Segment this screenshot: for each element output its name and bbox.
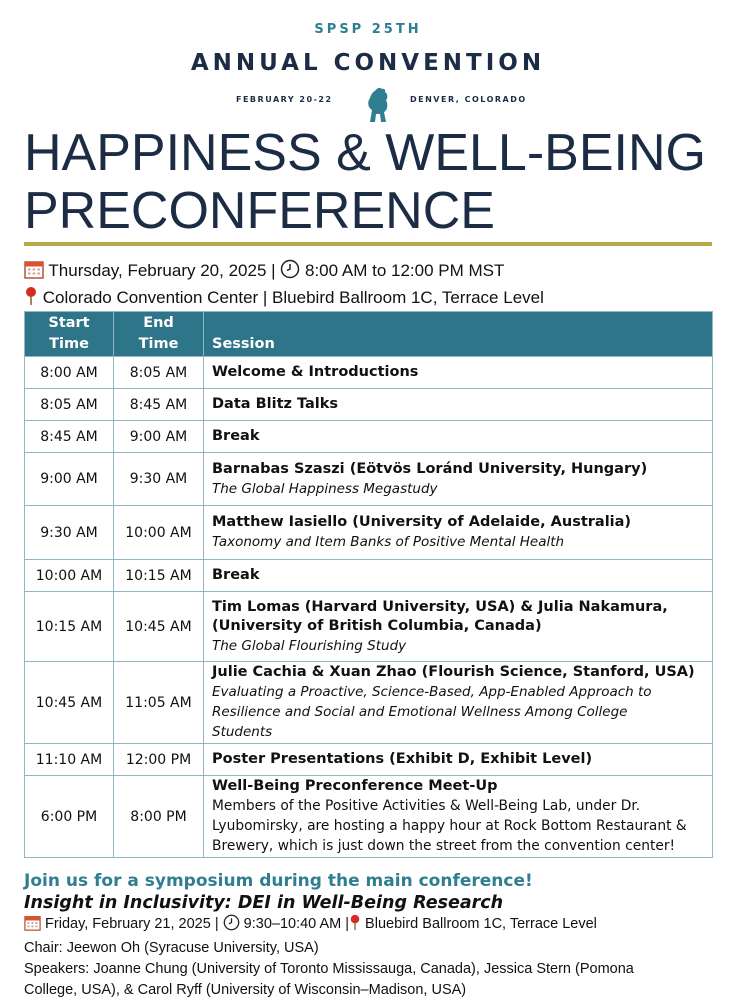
session-cell [204, 662, 713, 744]
table-row [25, 506, 713, 560]
table-row [25, 560, 713, 592]
session-subtitle-line-2: Resilience and Social and Emotional Wellness Among College [212, 704, 628, 720]
event-venue-line [24, 286, 544, 311]
session-title: Matthew Iasiello (University of Adelaide, Australia) [212, 514, 632, 530]
end-time: 8:00 PM [114, 776, 204, 858]
table-row [25, 453, 713, 506]
end-time: 10:45 AM [114, 592, 204, 662]
convention-name: ANNUAL CONVENTION [190, 50, 546, 76]
event-datetime [24, 259, 504, 284]
session-title: Break [204, 421, 713, 453]
header-start-line1: Start [48, 315, 90, 331]
header-start-time [25, 312, 114, 357]
end-time: 9:00 AM [114, 421, 204, 453]
session-title-line-2: (University of British Columbia, Canada) [212, 617, 542, 634]
symposium-speakers-line-1: Speakers: Joanne Chung (University of Toronto Mississauga, Canada), Jessica Stern (Pomona [24, 961, 634, 977]
start-time: 8:05 AM [25, 389, 114, 421]
convention-dates: FEBRUARY 20-22 [236, 95, 333, 104]
end-time: 10:15 AM [114, 560, 204, 592]
session-cell [204, 453, 713, 506]
session-cell [204, 506, 713, 560]
end-time: 10:00 AM [114, 506, 204, 560]
session-subtitle: The Global Happiness Megastudy [212, 480, 438, 497]
bear-logo-icon [364, 86, 392, 129]
calendar-icon [24, 260, 44, 284]
clock-icon [280, 259, 300, 284]
header-session-label: Session [212, 336, 275, 352]
start-time: 10:45 AM [25, 662, 114, 744]
end-time: 8:05 AM [114, 357, 204, 389]
table-header-row [25, 312, 713, 357]
header-session [204, 312, 713, 357]
symposium-speakers-line-2: College, USA), & Carol Ryff (University of Wisconsin–Madison, USA) [24, 982, 467, 998]
session-subtitle-line-3: Students [212, 724, 273, 740]
convention-location: DENVER, COLORADO [410, 95, 527, 104]
end-time: 12:00 PM [114, 744, 204, 776]
pushpin-icon [24, 286, 38, 311]
start-time: 8:00 AM [25, 357, 114, 389]
session-title: Barnabas Szaszi (Eötvös Loránd University, Hungary) [212, 460, 648, 477]
schedule-table [24, 311, 713, 858]
session-subtitle-line-1: Evaluating a Proactive, Science-Based, App-Enabled Approach to [212, 684, 652, 700]
page-title [24, 124, 706, 240]
session-desc-line-3: Brewery, which is just down the street from the convention center! [212, 838, 676, 854]
title-line-1: HAPPINESS & WELL-BEING [24, 124, 706, 182]
symposium-details [24, 914, 724, 938]
session-subtitle: The Global Flourishing Study [212, 637, 407, 654]
header-start-line2: Time [49, 336, 89, 352]
symposium-section [24, 870, 724, 1001]
end-time: 9:30 AM [114, 453, 204, 506]
title-line-2: PRECONFERENCE [24, 182, 495, 240]
session-desc-line-1: Members of the Positive Activities & Well-Being Lab, under Dr. [212, 798, 641, 814]
table-row [25, 776, 713, 858]
symposium-venue: Bluebird Ballroom 1C, Terrace Level [365, 916, 597, 932]
start-time: 10:15 AM [25, 592, 114, 662]
header-end-line1: End [143, 315, 174, 331]
start-time: 9:30 AM [25, 506, 114, 560]
org-name: SPSP 25TH [314, 22, 422, 37]
event-venue: Colorado Convention Center | Bluebird Ballroom 1C, Terrace Level [42, 288, 544, 307]
end-time: 11:05 AM [114, 662, 204, 744]
table-row [25, 592, 713, 662]
symposium-invite: Join us for a symposium during the main conference! [24, 871, 533, 891]
start-time: 10:00 AM [25, 560, 114, 592]
session-title: Welcome & Introductions [204, 357, 713, 389]
header-end-line2: Time [138, 336, 179, 352]
session-cell [204, 776, 713, 858]
header-end-time [114, 312, 204, 357]
start-time: 6:00 PM [25, 776, 114, 858]
table-row [25, 744, 713, 776]
symposium-chair: Chair: Jeewon Oh (Syracuse University, USA) [24, 940, 319, 956]
session-title: Well-Being Preconference Meet-Up [212, 778, 498, 794]
session-title: Julie Cachia & Xuan Zhao (Flourish Science, Stanford, USA) [212, 664, 695, 680]
session-title: Break [204, 560, 713, 592]
symposium-title: Insight in Inclusivity: DEI in Well-Being Research [24, 893, 504, 913]
session-subtitle: Taxonomy and Item Banks of Positive Mental Health [212, 534, 565, 550]
table-row [25, 389, 713, 421]
event-time: 8:00 AM to 12:00 PM MST [305, 261, 505, 280]
start-time: 11:10 AM [25, 744, 114, 776]
symposium-date: Friday, February 21, 2025 | [45, 916, 219, 932]
end-time: 8:45 AM [114, 389, 204, 421]
session-title: Poster Presentations (Exhibit D, Exhibit Level) [204, 744, 713, 776]
pushpin-icon [349, 914, 361, 938]
session-cell [204, 592, 713, 662]
start-time: 8:45 AM [25, 421, 114, 453]
event-date: Thursday, February 20, 2025 | [48, 261, 276, 280]
table-row [25, 662, 713, 744]
clock-icon [223, 914, 240, 938]
start-time: 9:00 AM [25, 453, 114, 506]
symposium-time: 9:30–10:40 AM | [243, 916, 350, 932]
session-title-line-1: Tim Lomas (Harvard University, USA) & Julia Nakamura, [212, 598, 668, 615]
divider-rule [24, 242, 712, 246]
table-row [25, 421, 713, 453]
session-desc-line-2: Lyubomirsky, are hosting a happy hour at Rock Bottom Restaurant & [212, 818, 687, 834]
table-row [25, 357, 713, 389]
calendar-icon [24, 915, 41, 938]
session-title: Data Blitz Talks [204, 389, 713, 421]
